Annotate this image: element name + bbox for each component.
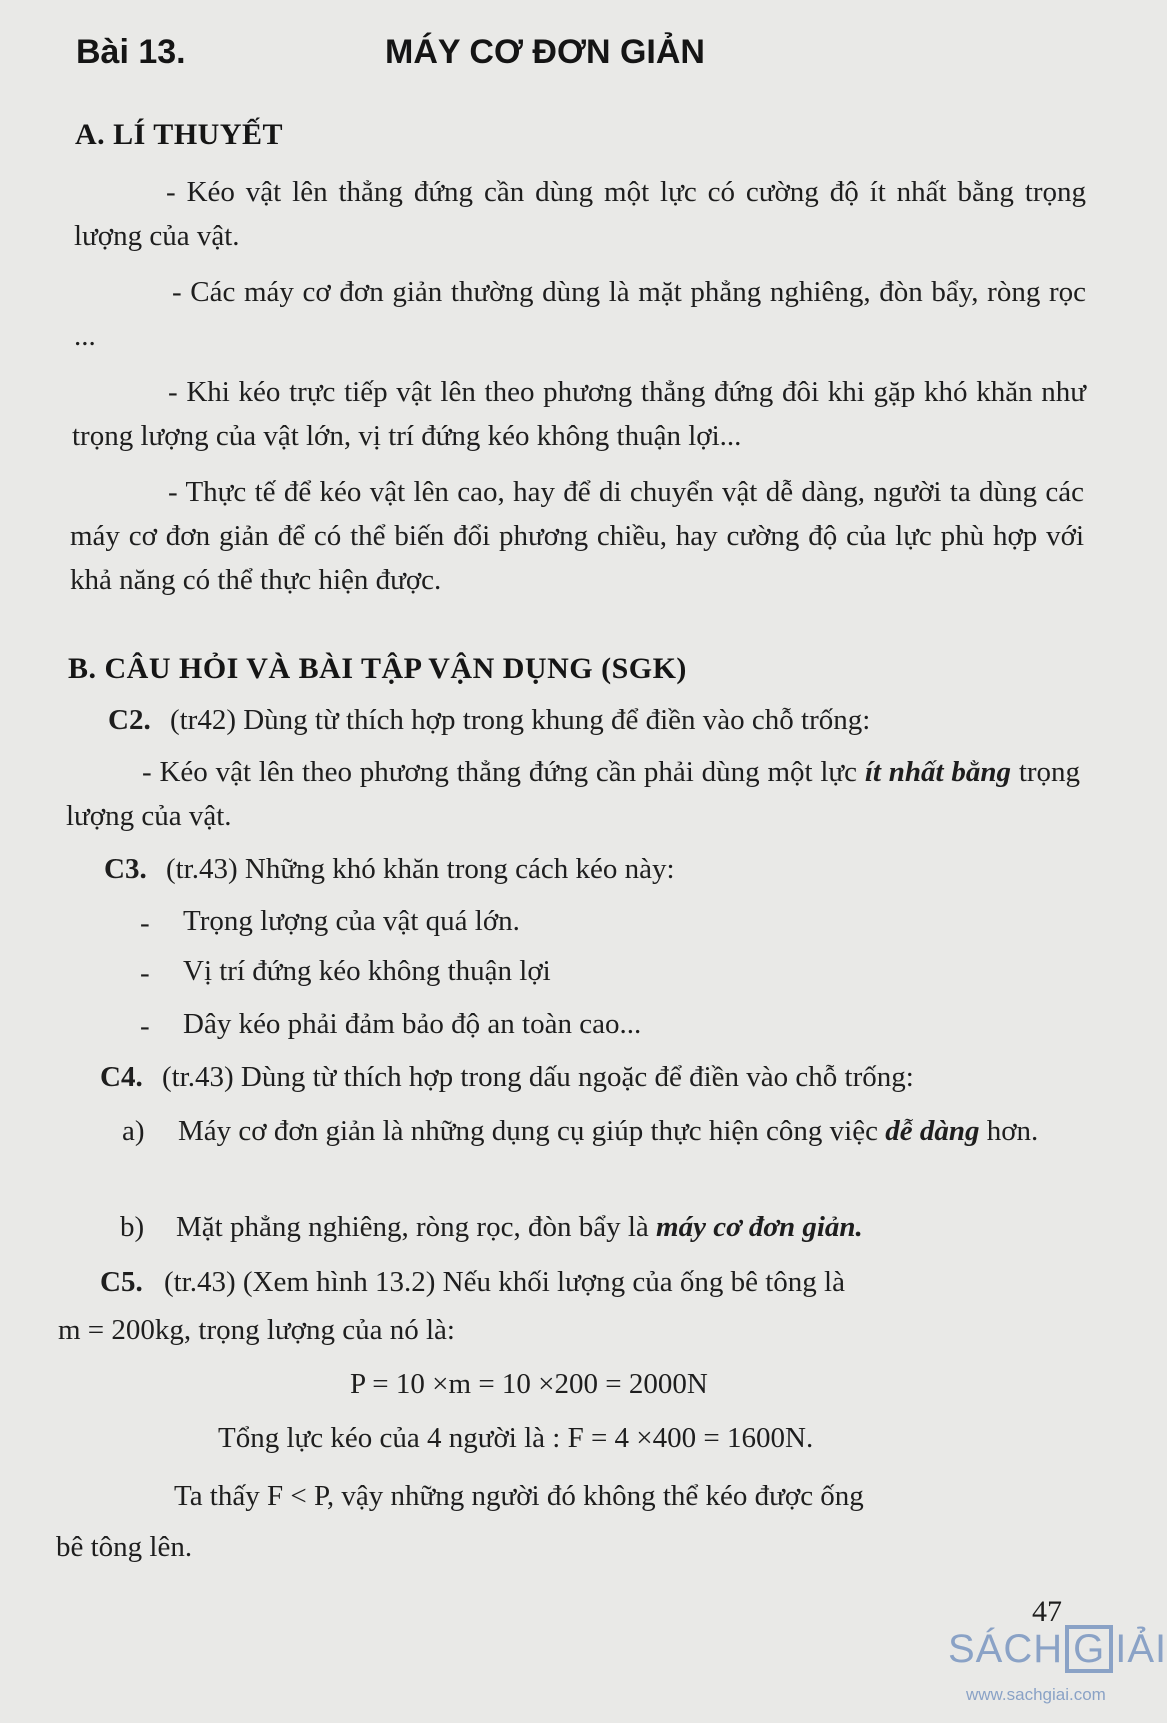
c3-item-2: Vị trí đứng kéo không thuận lợi: [183, 955, 551, 987]
c2-answer: [66, 750, 1080, 838]
c4-b-before: Mặt phẳng nghiêng, ròng rọc, đòn bẩy là: [176, 1211, 649, 1243]
section-b-heading: B. CÂU HỎI VÀ BÀI TẬP VẬN DỤNG (SGK): [68, 652, 687, 685]
c5-conclusion-line1: Ta thấy F < P, vậy những người đó không thể kéo được ống: [174, 1480, 864, 1512]
c5-formula: P = 10 ×m = 10 ×200 = 2000N: [350, 1368, 708, 1400]
c4-b-label: b): [120, 1211, 145, 1243]
watermark-right: IẢI: [1115, 1627, 1167, 1671]
c5-conclusion-line2: bê tông lên.: [56, 1531, 193, 1563]
c4-label: C4.: [100, 1061, 143, 1093]
c4-a-label: a): [122, 1115, 145, 1147]
c5-total-force: Tổng lực kéo của 4 người là : F = 4 ×400 = 1600N.: [218, 1422, 814, 1454]
c3-item-3: Dây kéo phải đảm bảo độ an toàn cao...: [183, 1008, 642, 1040]
c4-question: [100, 1063, 914, 1092]
c5-line1: (tr.43) (Xem hình 13.2) Nếu khối lượng của ống bê tông là: [163, 1266, 845, 1298]
section-a-heading: A. LÍ THUYẾT: [75, 118, 284, 151]
c3-question-text: (tr.43) Những khó khăn trong cách kéo này:: [165, 853, 675, 885]
c3-question: [104, 855, 675, 884]
lesson-title: MÁY CƠ ĐƠN GIẢN: [385, 33, 705, 71]
watermark-url: www.sachgiai.com: [966, 1685, 1106, 1704]
c4-question-text: (tr.43) Dùng từ thích hợp trong dấu ngoặc để điền vào chỗ trống:: [161, 1061, 914, 1093]
theory-paragraph-1: - Kéo vật lên thẳng đứng cần dùng một lực có cường độ ít nhất bằng trọng lượng của vật.: [74, 176, 1086, 252]
c2-question-text: (tr42) Dùng từ thích hợp trong khung để điền vào chỗ trống:: [169, 704, 871, 736]
page-number: 47: [1032, 1595, 1062, 1628]
c3-dash-1: -: [140, 907, 150, 939]
c3-item-1: Trọng lượng của vật quá lớn.: [183, 905, 520, 937]
lesson-number: Bài 13.: [76, 33, 186, 71]
c3-label: C3.: [104, 853, 147, 885]
c4-b-bold: máy cơ đơn giản.: [656, 1211, 863, 1243]
c4-a-bold: dễ dàng: [885, 1115, 980, 1147]
watermark-box: G: [1065, 1625, 1113, 1673]
theory-paragraph-4: - Thực tế để kéo vật lên cao, hay để di chuyển vật dễ dàng, người ta dùng các máy cơ đơn giản để có thể biến đổi phương chiều, hay cường độ của lực phù hợp với khả năng có thể thực hiện được.: [70, 476, 1084, 596]
watermark-left: SÁCH: [948, 1627, 1064, 1671]
c2-question: [108, 706, 870, 735]
c3-dash-2: -: [140, 957, 150, 989]
c2-answer-after: trọng lượng của vật.: [66, 756, 1081, 832]
theory-paragraph-2: - Các máy cơ đơn giản thường dùng là mặt phẳng nghiêng, đòn bẩy, ròng rọc ...: [74, 276, 1086, 352]
c2-answer-bold: ít nhất bằng: [864, 756, 1011, 788]
c2-label: C2.: [108, 704, 151, 736]
c5-label: C5.: [100, 1266, 143, 1298]
c4-a-after: hơn.: [986, 1115, 1039, 1147]
watermark-logo: [948, 1625, 1167, 1673]
c4-a-answer: [178, 1109, 1078, 1153]
c3-dash-3: -: [140, 1010, 150, 1042]
c4-a-before: Máy cơ đơn giản là những dụng cụ giúp thực hiện công việc: [178, 1115, 878, 1147]
c4-b-answer: [176, 1213, 863, 1242]
c2-answer-before: - Kéo vật lên theo phương thẳng đứng cần phải dùng một lực: [142, 756, 858, 788]
theory-paragraph-3: - Khi kéo trực tiếp vật lên theo phương thẳng đứng đôi khi gặp khó khăn như trọng lượng của vật lớn, vị trí đứng kéo không thuận lợi...: [72, 376, 1086, 452]
c5-question: [100, 1268, 845, 1297]
c5-line2: m = 200kg, trọng lượng của nó là:: [58, 1314, 455, 1346]
